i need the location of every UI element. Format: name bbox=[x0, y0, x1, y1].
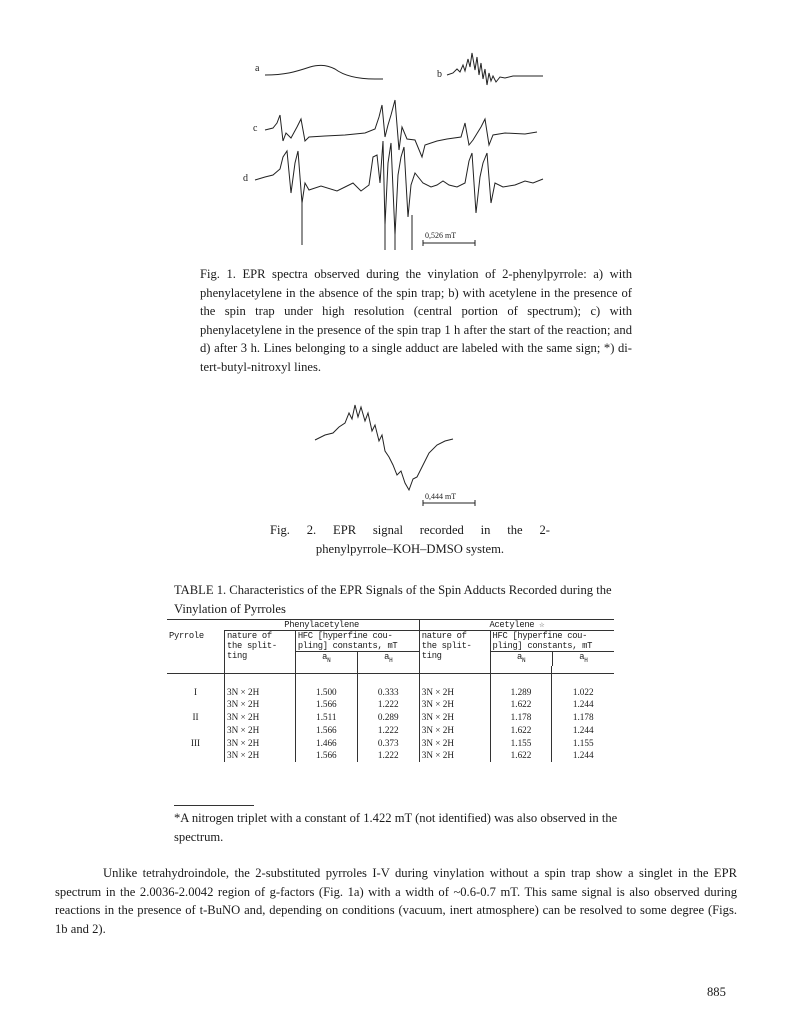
page-number: 885 bbox=[707, 985, 726, 999]
scale-label-2: 0,444 mT bbox=[425, 492, 457, 501]
spectrum-c bbox=[265, 100, 537, 157]
table-row: III 3N × 2H 1.466 0.373 3N × 2H 1.155 1.155 bbox=[167, 737, 614, 750]
col-nature-ac: nature of the split- ting bbox=[419, 631, 490, 666]
col-hfc-ac: HFC [hyperfine cou- pling] constants, mT $a_N$ $a_H$ bbox=[490, 631, 614, 666]
group-header-acetylene: Acetylene ☆ bbox=[419, 620, 614, 631]
col-nature-pa: nature of the split- ting bbox=[225, 631, 296, 666]
scale-label-1: 0,526 mT bbox=[425, 231, 457, 240]
spectrum-label-a: a bbox=[255, 63, 260, 74]
table-title: TABLE 1. Characteristics of the EPR Signals of the Spin Adducts Recorded during the Vinylation of Pyrroles bbox=[174, 583, 612, 616]
spectrum-label-d: d bbox=[243, 173, 248, 184]
body-paragraph: Unlike tetrahydroindole, the 2-substituted pyrroles I-V during vinylation without a spin trap show a singlet in the EPR spectrum in the 2.0036-2.0042 region of g-factors (Fig. 1a) with a width of ~0.6-0.7 mT. This same signal is also observed during reactions in the presence of t-BuNO and, depending on conditions (vacuum, inert atmosphere) can be resolved to some degree (Figs. 1b and 2). bbox=[55, 866, 737, 936]
figure-2-spectrum bbox=[305, 395, 495, 515]
figure-1-spectra bbox=[225, 45, 565, 255]
col-hfc-pa: HFC [hyperfine cou- pling] constants, mT $a_N$ $a_H$ bbox=[295, 631, 419, 666]
table-footnote: *A nitrogen triplet with a constant of 1.422 mT (not identified) was also observed in the spectrum. bbox=[174, 811, 618, 844]
table-row: I 3N × 2H 1.500 0.333 3N × 2H 1.289 1.022 bbox=[167, 686, 614, 699]
table-row: 3N × 2H 1.566 1.222 3N × 2H 1.622 1.244 bbox=[167, 724, 614, 737]
col-pyrrole: Pyrrole bbox=[169, 630, 204, 641]
spectrum-label-b: b bbox=[437, 69, 442, 80]
table-row: 3N × 2H 1.566 1.222 3N × 2H 1.622 1.244 bbox=[167, 749, 614, 762]
table-row: II 3N × 2H 1.511 0.289 3N × 2H 1.178 1.178 bbox=[167, 711, 614, 724]
spectrum-fig2 bbox=[315, 405, 453, 490]
group-header-phenylacetylene: Phenylacetylene bbox=[225, 620, 420, 631]
table-row: 3N × 2H 1.566 1.222 3N × 2H 1.622 1.244 bbox=[167, 698, 614, 711]
spectrum-a bbox=[265, 65, 383, 79]
spectrum-d bbox=[255, 141, 543, 235]
figure-1-caption: Fig. 1. EPR spectra observed during the vinylation of 2-phenylpyrrole: a) with phenylacetylene in the absence of the spin trap; b) with acetylene in the presence of the spin trap under high resolution (central portion of spectrum); c) with phenylacetylene in the presence of the spin trap 1 h after the start of the reaction; and d) after 3 h. Lines belonging to a single adduct are labeled with the same sign; *) di-tert-butyl-nitroxyl lines. bbox=[200, 267, 632, 374]
scale-bar-1 bbox=[423, 240, 475, 246]
figure-2-caption: Fig. 2. EPR signal recorded in the 2- phenylpyrrole–KOH–DMSO system. bbox=[270, 523, 550, 556]
table-1 bbox=[167, 619, 614, 762]
footnote-rule bbox=[174, 805, 254, 806]
spectrum-label-c: c bbox=[253, 123, 258, 134]
spectrum-b bbox=[447, 53, 543, 85]
